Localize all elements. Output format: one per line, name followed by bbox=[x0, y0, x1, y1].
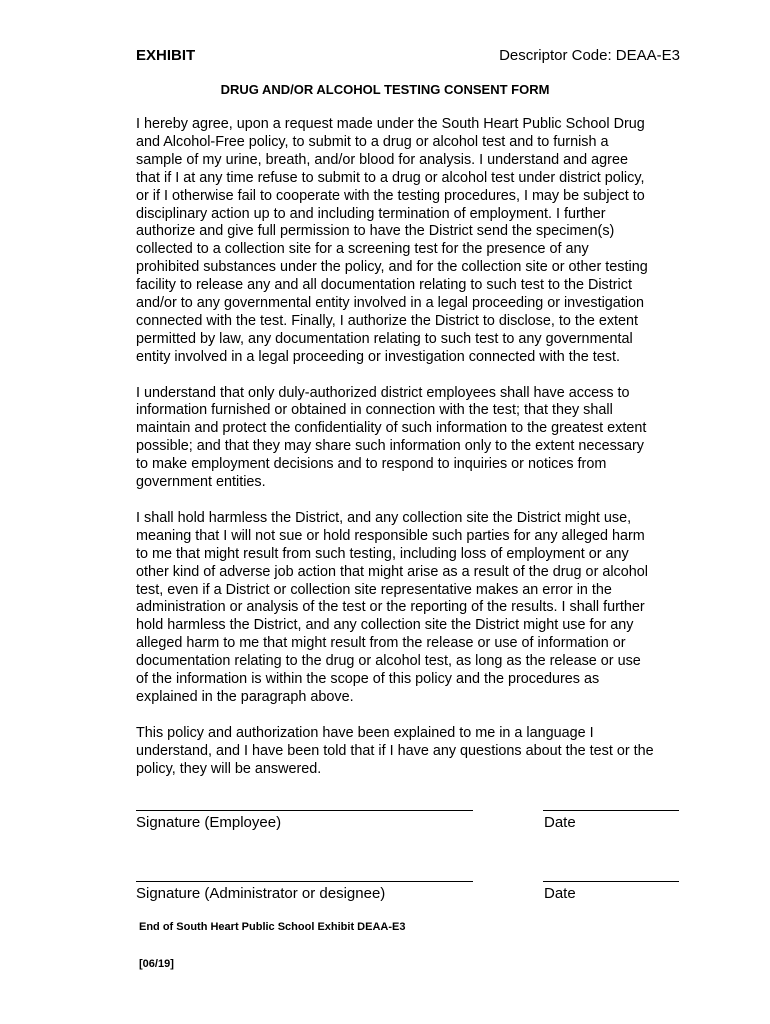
revision-date: [06/19] bbox=[139, 958, 174, 970]
admin-signature-line[interactable] bbox=[136, 881, 473, 882]
form-body bbox=[136, 116, 681, 796]
header bbox=[136, 47, 682, 69]
admin-date-label: Date bbox=[544, 885, 576, 902]
explanation-paragraph: This policy and authorization have been explained to me in a language I understand, and I have been told that if I have any questions about the test or the policy, they will be answered. bbox=[136, 724, 654, 777]
exhibit-label: EXHIBIT bbox=[136, 47, 196, 64]
confidentiality-paragraph: I understand that only duly-authorized district employees shall have access to information furnished or obtained in connection with the test; that they shall maintain and protect the confidentiality of such information to the greatest extent possible; and that they may share such information only to the extent necessary to make employment decisions and to respond to inquiries or notices from government entities. bbox=[136, 384, 647, 491]
end-of-exhibit-note: End of South Heart Public School Exhibit DEAA-E3 bbox=[139, 921, 406, 933]
employee-date-label: Date bbox=[544, 814, 576, 831]
admin-date-line[interactable] bbox=[543, 881, 679, 882]
employee-signature-line[interactable] bbox=[136, 810, 473, 811]
hold-harmless-paragraph: I shall hold harmless the District, and any collection site the District might use, meaning that I will not sue or hold responsible such parties for any alleged harm to me that might result from such testing, including loss of employment or any other kind of adverse job action that might arise as a result of the drug or alcohol test, even if a District or collection site representative makes an error in the administration or analysis of the test or the reporting of the results. I shall further hold harmless the District, and any collection site the District might use for any alleged harm to me that might result from the release or use of information or documentation relating to the drug or alcohol test, as long as the release or use of the information is within the scope of this policy and the procedures as explained in the paragraph above. bbox=[136, 509, 648, 705]
employee-signature-label: Signature (Employee) bbox=[136, 814, 282, 831]
form-title: DRUG AND/OR ALCOHOL TESTING CONSENT FORM bbox=[220, 82, 550, 97]
consent-paragraph: I hereby agree, upon a request made under the South Heart Public School Drug and Alcohol-Free policy, to submit to a drug or alcohol test and to furnish a sample of my urine, breath, and/or blood for analysis. I understand and agree that if I at any time refuse to submit to a drug or alcohol test under district policy, or if I otherwise fail to cooperate with the testing procedures, I may be subject to disciplinary action up to and including termination of employment. I further authorize and give full permission to have the District send the specimen(s) collected to a collection site for a screening test for the presence of any prohibited substances under the policy, and for the collection site or other testing facility to release any and all documentation relating to such test to the District and/or to any governmental entity involved in a legal proceeding or investigation connected with the test. Finally, I authorize the District to disclose, to the extent permitted by law, any documentation relating to such test to any governmental entity involved in a legal proceeding or investigation connected with the test. bbox=[136, 116, 648, 365]
descriptor-code: Descriptor Code: DEAA-E3 bbox=[499, 47, 680, 64]
admin-signature-label: Signature (Administrator or designee) bbox=[136, 885, 386, 902]
employee-date-line[interactable] bbox=[543, 810, 679, 811]
